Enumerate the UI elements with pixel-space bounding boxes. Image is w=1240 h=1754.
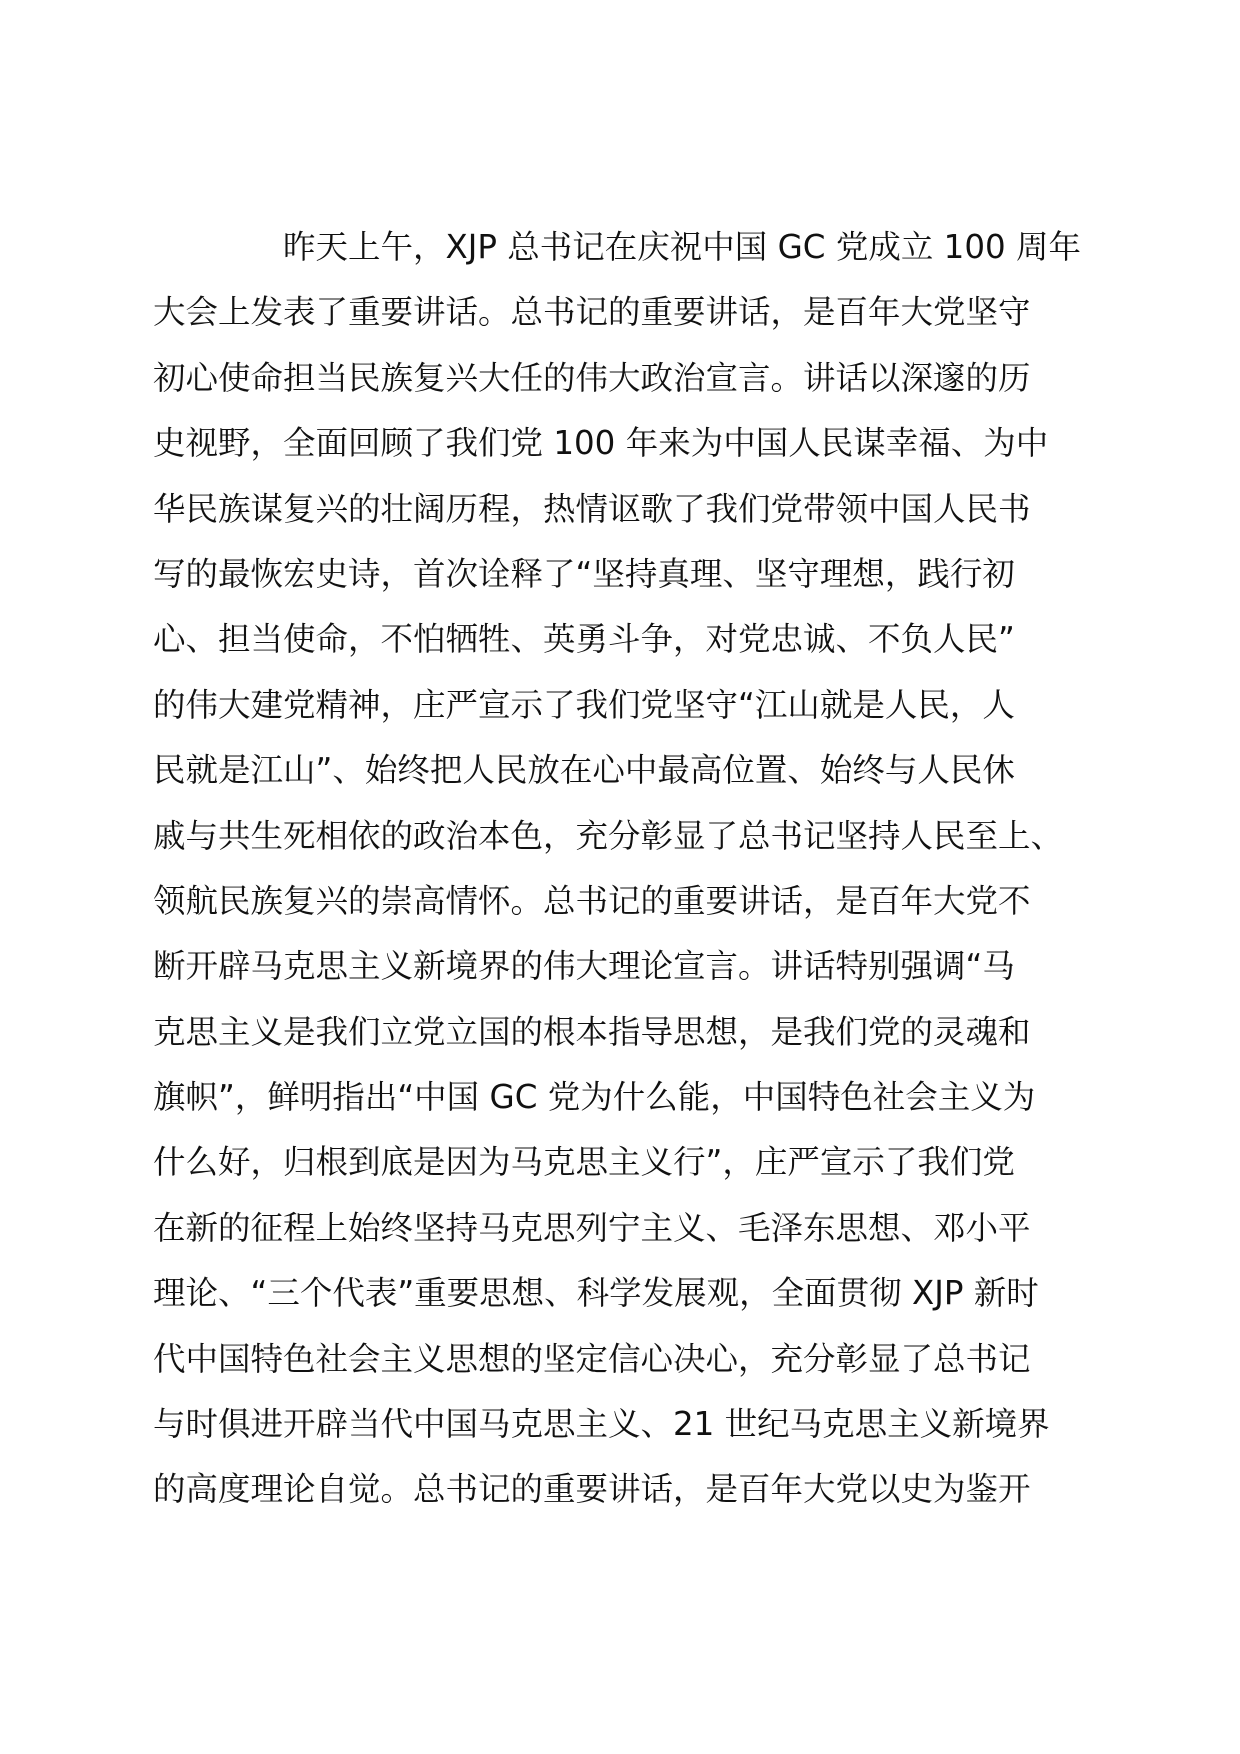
paragraph-line: 领航民族复兴的崇高情怀。总书记的重要讲话，是百年大党不 (153, 881, 1031, 920)
paragraph-line: 的高度理论自觉。总书记的重要讲话，是百年大党以史为鉴开 (153, 1470, 1031, 1509)
paragraph-line: 华民族谋复兴的壮阔历程，热情讴歌了我们党带领中国人民书 (153, 489, 1031, 528)
paragraph-line: 心、担当使命，不怕牺牲、英勇斗争，对党忠诚、不负人民” (153, 620, 1015, 659)
paragraph-line: 旗帜”，鲜明指出“中国 GC 党为什么能，中国特色社会主义为 (153, 1078, 1036, 1117)
paragraph-line: 昨天上午，XJP 总书记在庆祝中国 GC 党成立 100 周年 (283, 228, 1082, 266)
paragraph-line: 戚与共生死相依的政治本色，充分彰显了总书记坚持人民至上、 (153, 816, 1064, 855)
paragraph-line: 的伟大建党精神，庄严宣示了我们党坚守“江山就是人民，人 (153, 685, 1015, 724)
body-paragraph (153, 215, 1113, 1523)
paragraph-line: 民就是江山”、始终把人民放在心中最高位置、始终与人民休 (153, 751, 1015, 790)
paragraph-line: 理论、“三个代表”重要思想、科学发展观，全面贯彻 XJP 新时 (153, 1274, 1039, 1313)
paragraph-line: 大会上发表了重要讲话。总书记的重要讲话，是百年大党坚守 (153, 293, 1031, 332)
paragraph-line: 写的最恢宏史诗，首次诠释了“坚持真理、坚守理想，践行初 (153, 554, 1015, 593)
paragraph-line: 初心使命担当民族复兴大任的伟大政治宣言。讲话以深邃的历 (153, 358, 1031, 397)
paragraph-line: 代中国特色社会主义思想的坚定信心决心，充分彰显了总书记 (153, 1339, 1031, 1378)
paragraph-line: 断开辟马克思主义新境界的伟大理论宣言。讲话特别强调“马 (153, 947, 1015, 986)
paragraph-line: 与时俱进开辟当代中国马克思主义、21 世纪马克思主义新境界 (153, 1405, 1050, 1444)
paragraph-line: 史视野，全面回顾了我们党 100 年来为中国人民谋幸福、为中 (153, 424, 1049, 463)
paragraph-line: 什么好，归根到底是因为马克思主义行”，庄严宣示了我们党 (153, 1143, 1015, 1182)
paragraph-line: 在新的征程上始终坚持马克思列宁主义、毛泽东思想、邓小平 (153, 1208, 1031, 1247)
paragraph-line: 克思主义是我们立党立国的根本指导思想，是我们党的灵魂和 (153, 1012, 1031, 1051)
